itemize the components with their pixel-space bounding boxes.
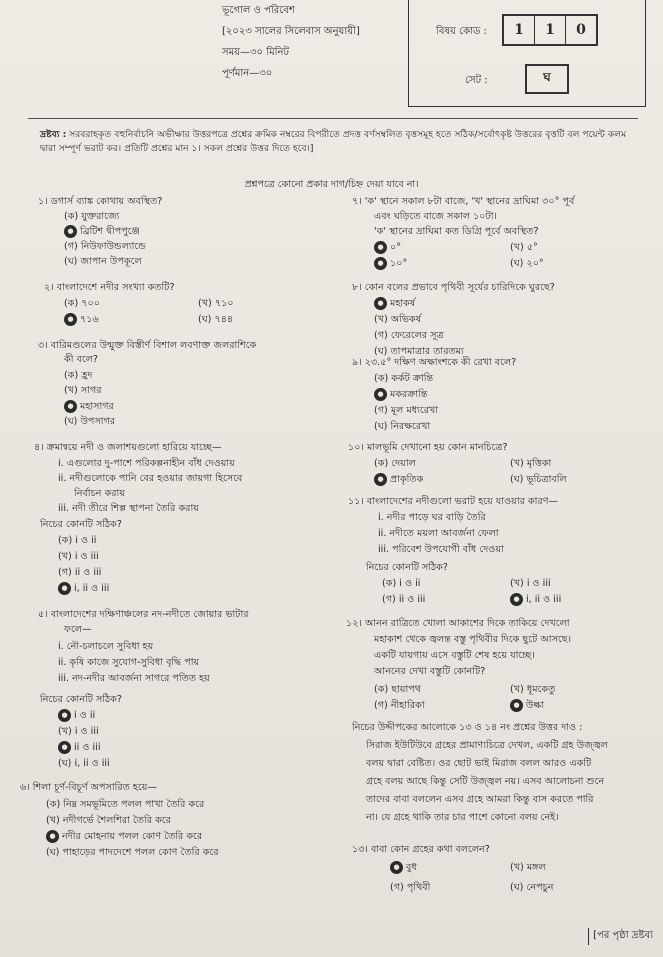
option: (ঘ) নিরক্ষরেখা <box>374 421 431 432</box>
option-correct <box>374 472 423 487</box>
option: (খ) সাগর <box>64 385 102 396</box>
option: (ঘ) পাহাড়ের পাদদেশে পলল কোণ তৈরি করে <box>46 847 219 858</box>
filled-bubble-icon: ● <box>64 225 77 238</box>
option-label: মহাকর্ষ <box>390 298 416 309</box>
option-label: প্রাকৃতিক <box>390 474 424 485</box>
question-2: ২। বাংলাদেশে নদীর সংখ্যা কতটি? <box>44 282 175 293</box>
option-correct <box>374 256 407 271</box>
filled-bubble-icon: ● <box>46 830 59 843</box>
option: (খ) নদীগর্ভে শৈলশিরা তৈরি করে <box>46 815 171 826</box>
filled-bubble-icon: ● <box>64 313 77 326</box>
option-label: মহাসাগর <box>80 401 114 412</box>
option: (ঘ) জাপান উপকূলে <box>64 256 142 267</box>
option: (গ) নীহারিকা <box>374 700 425 711</box>
filled-bubble-icon: ● <box>58 741 71 754</box>
set-label: সেট : <box>465 75 488 86</box>
filled-bubble-icon: ● <box>390 861 403 874</box>
option-label: বুধ <box>406 862 417 873</box>
question-7-ask: 'ক' স্থানের দ্রাঘিমা কত ডিগ্রি পূর্বে অবস্থিত? <box>374 226 539 237</box>
statement: i. নদীর পাড়ে ঘর বাড়ি তৈরি <box>378 512 486 523</box>
filled-bubble-icon: ● <box>64 400 77 413</box>
statement-cont: নির্বাচন করায় <box>74 488 125 499</box>
question-12-cont: মহাকাশ থেকে জ্বলন্ত বস্তু পৃথিবীর দিকে ছুটে আসছে। <box>374 634 572 645</box>
option-label: উল্কা <box>526 700 544 711</box>
question-11: ১১। বাংলাদেশের নদীগুলো ভরাট হয়ে যাওয়ার কারণ— <box>348 496 559 507</box>
question-8: ৮। কোন বলের প্রভাবে পৃথিবী সূর্যের চারিদিকে ঘুরছে? <box>352 282 555 293</box>
set-value: ঘ <box>525 64 569 94</box>
warning-line: প্রশ্নপত্রে কোনো প্রকার দাগ/চিহ্ন দেয়া যাবে না। <box>244 179 419 190</box>
statement: ii. নদীগুলোকে পানি বের হওয়ার জায়গা হিসেবে <box>58 473 243 484</box>
option: (খ) i ও iii <box>58 551 99 562</box>
option: (খ) ধূমকেতু <box>510 684 556 695</box>
option-label: ১০° <box>390 258 408 269</box>
filled-bubble-icon: ● <box>374 297 387 310</box>
question-13: ১৩। বাবা কোন গ্রহের কথা বললেন? <box>352 844 490 855</box>
question-12-cont: একটি যায়গায় এসে বস্তুটি শেষ হয়ে যাচ্ছে। <box>374 650 535 661</box>
option: (গ) মূল মধ্যরেখা <box>374 405 439 416</box>
next-page-note: [পর পৃষ্ঠা দ্রষ্টব্য <box>588 928 653 945</box>
option: (ক) ছায়াপথ <box>374 684 422 695</box>
question-1: ১। ডগার্স ব্যাঙ্ক কোথায় অবস্থিত? <box>38 196 163 207</box>
question-10: ১০। মালভূমি দেখানো হয় কোন মানচিত্রে? <box>348 442 508 453</box>
option-label: i, ii ও iii <box>74 583 110 594</box>
code-digit: 0 <box>576 22 586 38</box>
question-12-ask: আননের দেখা বস্তুটি কোনটি? <box>374 666 486 677</box>
question-12: ১২। আনন রাত্রিতে খোলা আকাশের দিকে তাকিয়ে দেখলো <box>346 618 570 629</box>
statement: ii. কৃষি কাজে সুযোগ-সুবিধা বৃদ্ধি পায় <box>58 657 200 668</box>
option-label: ব্রিটিশ দ্বীপপুঞ্জে <box>80 226 140 237</box>
option: (খ) মৃত্তিকা <box>510 458 552 469</box>
option: (ক) হ্রদ <box>64 370 93 381</box>
question-5-ask: নিচের কোনটি সঠিক? <box>40 694 122 705</box>
option: (খ) i ও iii <box>58 726 99 737</box>
question-11-ask: নিচের কোনটি সঠিক? <box>366 562 448 573</box>
option: (খ) মঙ্গল <box>510 862 546 873</box>
option: (ক) i ও ii <box>58 535 97 546</box>
stimulus-heading: নিচের উদ্দীপকের আলোকে ১৩ ও ১৪ নং প্রশ্নের উত্তর দাও : <box>352 722 583 733</box>
option-correct <box>374 240 401 255</box>
stimulus-line: গ্রহে বলয় আছে কিন্তু সেটি উজ্জ্বল নয়। এসব আলোচনা শুনে <box>366 776 605 787</box>
question-6: ৬। শিলা চূর্ণ-বিচূর্ণ অপসারিত হয়ে— <box>20 782 158 793</box>
option-label: i, ii ও iii <box>526 594 562 605</box>
option: (ঘ) উপসাগর <box>64 416 116 427</box>
question-3-cont: কী বলে? <box>64 354 98 365</box>
code-digit: 1 <box>535 16 566 44</box>
filled-bubble-icon: ● <box>374 388 387 401</box>
question-7: ৭। 'ক' স্থানে সকাল ৮টা বাজে, 'খ' স্থানের দ্রাঘিমা ৩০° পূর্ব <box>352 196 575 207</box>
option-correct <box>510 698 544 713</box>
option: (খ) i ও iii <box>510 578 551 589</box>
filled-bubble-icon: ● <box>510 699 523 712</box>
option-correct <box>510 592 561 607</box>
option-correct <box>374 387 427 402</box>
option: (ক) নিম্ন সমভূমিতে পলল পাখা তৈরি করে <box>46 799 205 810</box>
question-9: ৯। ২৩.৫° দক্ষিণ অক্ষাংশকে কী রেখা বলে? <box>352 357 517 368</box>
stimulus-line: না। যে গ্রহে থাকি তার চার পাশে কোনো বলয় নেই। <box>366 812 559 823</box>
option: (খ) ৫° <box>510 242 538 253</box>
option: (গ) নিউফাউন্ডল্যান্ডে <box>64 241 146 252</box>
statement: ii. নদীতে ময়লা আবর্জনা ফেলা <box>378 528 499 539</box>
question-3: ৩। বারিমণ্ডলের উন্মুক্ত বিস্তীর্ণ বিশাল লবণাক্ত জলরাশিকে <box>38 340 257 351</box>
option: (ক) i ও ii <box>382 578 421 589</box>
subject-code-label: বিষয় কোড : <box>436 26 487 37</box>
option-label: মকরক্রান্তি <box>390 389 428 400</box>
option: (খ) ৭১০ <box>198 298 234 309</box>
option-label: নদীর মোহনায় পলল কোণ তৈরি করে <box>62 831 203 842</box>
option: (ক) ৭০০ <box>64 298 100 309</box>
option: (গ) পৃথিবী <box>390 882 431 893</box>
question-5-cont: ফলে— <box>64 624 92 635</box>
question-4-ask: নিচের কোনটি সঠিক? <box>40 519 122 530</box>
option: (ঘ) ৭৪৪ <box>198 314 234 325</box>
stimulus-line: তাদের বাবা বললেন এসব গ্রহে আমরা কিন্তু বাস করতে পারি <box>366 794 594 805</box>
option-correct <box>390 860 417 875</box>
time-limit: সময়—৩০ মিনিট <box>222 47 289 58</box>
filled-bubble-icon: ● <box>374 257 387 270</box>
subject-title: ভূগোল ও পরিবেশ <box>222 5 295 16</box>
option: (ঘ) ২০° <box>510 258 544 269</box>
stimulus-line: বলয় দ্বারা বেষ্টিত। ওর ছোট ভাই মিরাজ বলল আরও একটি <box>366 758 592 769</box>
option: (ক) কর্কট ক্রান্তি <box>374 373 434 384</box>
option: (ঘ) ভূচিত্রাবলি <box>510 474 567 485</box>
statement: iii. নদী তীরে শিল্প স্থাপনা তৈরি করায় <box>58 503 199 514</box>
option: (গ) ii ও iii <box>58 567 102 578</box>
option: (গ) ফেরেলের সূত্র <box>374 330 444 341</box>
statement: iii. পরিবেশ উপযোগী বাঁধ দেওয়া <box>378 544 504 555</box>
option: (ঘ) i, ii ও iii <box>58 758 110 769</box>
code-digit: 1 <box>504 16 535 44</box>
note-prefix: দ্রষ্টব্য : <box>40 129 67 140</box>
option-correct <box>374 296 415 311</box>
option: (ক) যুক্তরাজ্যে <box>64 211 120 222</box>
syllabus-note: [২০২৩ সালের সিলেবাস অনুযায়ী] <box>222 26 360 37</box>
filled-bubble-icon: ● <box>58 709 71 722</box>
stimulus-line: সিরাজ ইউটিউবে গ্রহের প্রামাণ্যচিত্রে দেখল, একটি গ্রহ উজ্জ্বল <box>366 740 608 751</box>
full-marks: পূর্ণমান—৩০ <box>222 68 273 79</box>
statement: iii. নদ-নদীর আবর্জনা সাগরে পতিত হয় <box>58 673 210 684</box>
option: (গ) ii ও iii <box>382 594 426 605</box>
option: (ঘ) নেপচুন <box>510 882 554 893</box>
option: (খ) অভিকর্ষ <box>374 314 422 325</box>
filled-bubble-icon: ● <box>58 582 71 595</box>
filled-bubble-icon: ● <box>374 241 387 254</box>
option: (ঘ) তাপমাত্রার তারতম্য <box>374 346 464 357</box>
option-label: i ও ii <box>74 710 96 721</box>
option-label: ii ও iii <box>74 742 101 753</box>
filled-bubble-icon: ● <box>510 593 523 606</box>
question-4: ৪। ক্রমান্বয়ে নদী ও জলাশয়গুলো হারিয়ে যাচ্ছে— <box>34 442 222 453</box>
question-7-cont: এবং ঘড়িতে বাজে সকাল ১০টা। <box>374 211 497 222</box>
statement: i. এগুলোর দু-পাশে পরিকল্পনাহীন বাঁধ দেওয়ায় <box>58 458 235 469</box>
option-label: ৭১৬ <box>80 314 99 325</box>
statement: i. নৌ-চলাচলে সুবিধা হয় <box>58 641 154 652</box>
option: (ক) দেয়াল <box>374 458 416 469</box>
note-text: সরবরাহকৃত বহুনির্বাচনি অভীক্ষার উত্তরপত্রে প্রশ্নের ক্রমিক নম্বরের বিপরীতে প্রদত্ত বর্ণসম্বলিত বৃত্তসমূহ হতে সঠিক/সর্বোৎকৃষ্ট উত্তরের বৃত্তটি বল পয়েন্ট কলম দ্বারা সম্পূর্ণ ভরাট কর। প্রতিটি প্রশ্নের মান ১। সকল প্রশ্নের উত্তর দিতে হবে।] <box>40 129 627 154</box>
filled-bubble-icon: ● <box>374 473 387 486</box>
option-label: ০° <box>390 242 402 253</box>
question-5: ৫। বাংলাদেশের দক্ষিণাঞ্চলের নদ-নদীতে জোয়ার ভাটার <box>38 609 249 620</box>
